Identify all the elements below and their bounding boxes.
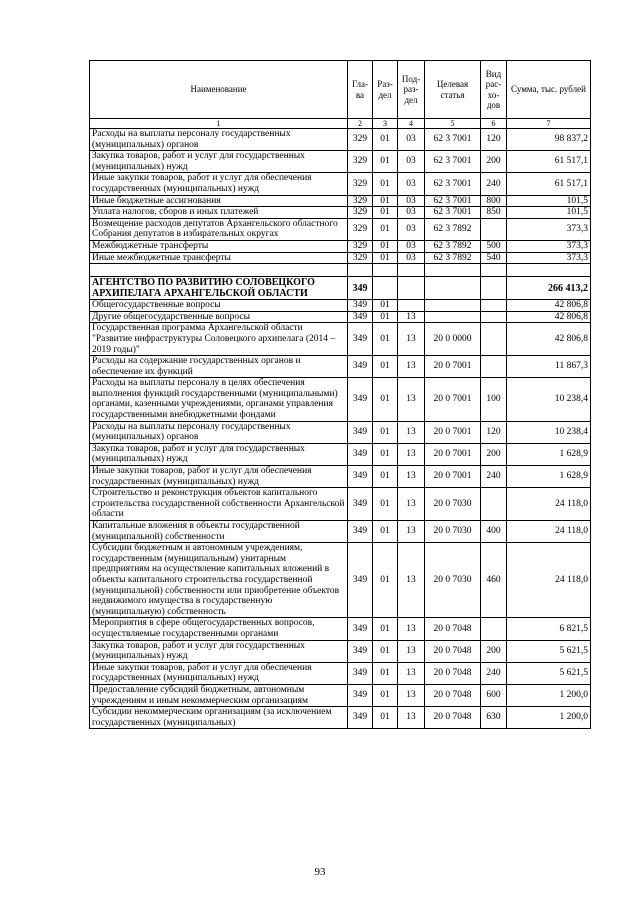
row-razdel: 01 [373,311,398,323]
table-row [90,356,591,378]
row-glava: 349 [348,640,373,662]
row-glava: 349 [348,443,373,465]
header-name: Наименование [90,61,348,119]
budget-table [89,60,591,729]
row-sum: 42 806,8 [507,311,591,323]
row-target: 20 0 7001 [425,356,481,378]
row-vid: 540 [481,252,507,264]
empty-cell [373,264,398,277]
table-row [90,323,591,356]
row-sum: 42 806,8 [507,300,591,312]
row-glava: 349 [348,684,373,706]
row-glava: 329 [348,173,373,195]
row-sum: 10 238,4 [507,378,591,421]
row-sum: 101,5 [507,207,591,219]
row-name: Иные закупки товаров, работ и услуг для обеспечения государственных (муниципальных) нужд [90,466,348,488]
row-target: 20 0 7048 [425,618,481,640]
row-vid: 240 [481,466,507,488]
row-vid: 200 [481,443,507,465]
row-podrazdel: 03 [398,207,425,219]
row-podrazdel: 13 [398,466,425,488]
row-vid: 100 [481,378,507,421]
row-vid: 240 [481,173,507,195]
row-sum: 266 413,2 [507,277,591,300]
row-podrazdel: 13 [398,488,425,521]
row-sum: 61 517,1 [507,151,591,173]
row-sum: 11 867,3 [507,356,591,378]
row-podrazdel [398,300,425,312]
row-glava: 329 [348,207,373,219]
row-name: Расходы на выплаты персоналу в целях обеспечения выполнения функций государственными (муниципальными) органами, казенными учреждениями, органами управления государственными внебюджетными фондами [90,378,348,421]
row-sum: 101,5 [507,195,591,207]
row-name: Расходы на выплаты персоналу государственных (муниципальных) органов [90,129,348,151]
row-glava: 349 [348,277,373,300]
row-vid [481,356,507,378]
row-vid [481,323,507,356]
col-number: 7 [507,119,591,129]
row-name: Государственная программа Архангельской области "Развитие инфраструктуры Соловецкого архипелага (2014 – 2019 годы)" [90,323,348,356]
table-row [90,618,591,640]
row-target [425,311,481,323]
row-name: Другие общегосударственные вопросы [90,311,348,323]
row-name: Мероприятия в сфере общегосударственных вопросов, осуществляемые государственными органами [90,618,348,640]
row-razdel: 01 [373,421,398,443]
header-razdel: Раз-дел [373,61,398,119]
empty-cell [425,264,481,277]
row-sum: 24 118,0 [507,521,591,543]
table-row [90,707,591,729]
row-target: 62 3 7001 [425,207,481,219]
table-row [90,421,591,443]
row-name: Закупка товаров, работ и услуг для государственных (муниципальных) нужд [90,443,348,465]
table-row [90,662,591,684]
row-glava: 349 [348,662,373,684]
row-glava: 349 [348,618,373,640]
row-vid: 630 [481,707,507,729]
row-target: 62 3 7892 [425,252,481,264]
row-target: 20 0 7030 [425,521,481,543]
row-glava: 349 [348,311,373,323]
row-name: Расходы на содержание государственных органов и обеспечение их функций [90,356,348,378]
table-row [90,195,591,207]
row-sum: 5 621,5 [507,640,591,662]
row-name: Строительство и реконструкция объектов капитального строительства государственной собственности Архангельской области [90,488,348,521]
row-target: 20 0 7048 [425,640,481,662]
row-vid: 800 [481,195,507,207]
row-sum: 42 806,8 [507,323,591,356]
row-podrazdel: 03 [398,252,425,264]
row-razdel: 01 [373,207,398,219]
empty-cell [398,264,425,277]
row-sum: 1 628,9 [507,466,591,488]
row-target: 20 0 7001 [425,421,481,443]
row-vid [481,311,507,323]
table-row [90,151,591,173]
row-vid [481,488,507,521]
row-glava: 349 [348,543,373,618]
row-name: Субсидии некоммерческим организациям (за исключением государственных (муниципальных) [90,707,348,729]
row-target: 62 3 7001 [425,129,481,151]
row-razdel: 01 [373,323,398,356]
row-target: 20 0 7030 [425,543,481,618]
row-razdel: 01 [373,300,398,312]
row-podrazdel: 13 [398,662,425,684]
row-target: 20 0 7048 [425,662,481,684]
row-target: 62 3 7892 [425,218,481,240]
row-podrazdel: 03 [398,151,425,173]
row-razdel: 01 [373,684,398,706]
row-podrazdel: 03 [398,240,425,252]
row-target: 20 0 7048 [425,707,481,729]
row-glava: 329 [348,129,373,151]
row-glava: 349 [348,707,373,729]
column-number-row [90,119,591,129]
row-sum: 373,3 [507,218,591,240]
table-row [90,521,591,543]
row-glava: 349 [348,521,373,543]
empty-cell [481,264,507,277]
table-row [90,277,591,300]
row-glava: 349 [348,323,373,356]
table-row [90,311,591,323]
table-row [90,240,591,252]
row-name: Межбюджетные трансферты [90,240,348,252]
row-sum: 24 118,0 [507,488,591,521]
col-number: 6 [481,119,507,129]
row-podrazdel: 13 [398,684,425,706]
row-glava: 349 [348,300,373,312]
row-razdel: 01 [373,252,398,264]
row-sum: 1 200,0 [507,707,591,729]
row-vid: 120 [481,421,507,443]
row-vid: 200 [481,151,507,173]
row-podrazdel: 03 [398,129,425,151]
header-glava: Гла-ва [348,61,373,119]
col-number: 3 [373,119,398,129]
col-number: 4 [398,119,425,129]
col-number: 5 [425,119,481,129]
row-name: Иные бюджетные ассигнования [90,195,348,207]
row-podrazdel: 13 [398,323,425,356]
page-number: 93 [314,866,326,878]
row-glava: 349 [348,421,373,443]
row-target: 62 3 7001 [425,173,481,195]
row-razdel: 01 [373,662,398,684]
row-name: Закупка товаров, работ и услуг для государственных (муниципальных) нужд [90,151,348,173]
table-spacer-row [90,264,591,277]
row-razdel: 01 [373,173,398,195]
row-razdel: 01 [373,195,398,207]
row-target: 20 0 7001 [425,466,481,488]
row-podrazdel: 13 [398,378,425,421]
row-sum: 373,3 [507,252,591,264]
row-target: 62 3 7001 [425,195,481,207]
row-sum: 5 621,5 [507,662,591,684]
row-name: Предоставление субсидий бюджетным, автономным учреждениям и иным некоммерческим организациям [90,684,348,706]
row-podrazdel: 13 [398,618,425,640]
row-vid: 500 [481,240,507,252]
row-glava: 329 [348,240,373,252]
row-razdel: 01 [373,707,398,729]
row-target: 62 3 7892 [425,240,481,252]
row-name: АГЕНТСТВО ПО РАЗВИТИЮ СОЛОВЕЦКОГО АРХИПЕЛАГА АРХАНГЕЛЬСКОЙ ОБЛАСТИ [90,277,348,300]
table-header-row [90,61,591,119]
row-sum: 1 628,9 [507,443,591,465]
row-podrazdel: 13 [398,421,425,443]
header-podrazdel: Под-раз-дел [398,61,425,119]
row-razdel: 01 [373,640,398,662]
row-name: Капитальные вложения в объекты государственной (муниципальной) собственности [90,521,348,543]
row-razdel: 01 [373,543,398,618]
row-podrazdel: 13 [398,543,425,618]
row-sum: 24 118,0 [507,543,591,618]
row-razdel: 01 [373,521,398,543]
row-name: Закупка товаров, работ и услуг для государственных (муниципальных) нужд [90,640,348,662]
col-number: 2 [348,119,373,129]
row-podrazdel: 03 [398,195,425,207]
row-sum: 1 200,0 [507,684,591,706]
row-glava: 349 [348,356,373,378]
row-name: Уплата налогов, сборов и иных платежей [90,207,348,219]
empty-cell [507,264,591,277]
row-glava: 329 [348,218,373,240]
table-row [90,300,591,312]
row-target: 20 0 7001 [425,443,481,465]
row-vid [481,277,507,300]
table-row [90,684,591,706]
row-vid: 120 [481,129,507,151]
row-target: 20 0 7048 [425,684,481,706]
row-podrazdel [398,277,425,300]
row-podrazdel: 13 [398,640,425,662]
table-row [90,378,591,421]
header-vid: Вид рас-хо-дов [481,61,507,119]
row-sum: 61 517,1 [507,173,591,195]
row-razdel: 01 [373,151,398,173]
row-target [425,277,481,300]
row-name: Возмещение расходов депутатов Архангельского областного Собрания депутатов в избирательных округах [90,218,348,240]
row-podrazdel: 03 [398,173,425,195]
row-razdel: 01 [373,129,398,151]
row-vid: 400 [481,521,507,543]
row-glava: 329 [348,151,373,173]
row-sum: 10 238,4 [507,421,591,443]
row-podrazdel: 03 [398,218,425,240]
row-glava: 329 [348,195,373,207]
row-podrazdel: 13 [398,707,425,729]
row-vid [481,618,507,640]
row-vid [481,218,507,240]
row-podrazdel: 13 [398,521,425,543]
row-name: Иные межбюджетные трансферты [90,252,348,264]
row-razdel: 01 [373,356,398,378]
row-vid [481,300,507,312]
row-sum: 98 837,2 [507,129,591,151]
table-row [90,218,591,240]
row-name: Иные закупки товаров, работ и услуг для обеспечения государственных (муниципальных) нужд [90,173,348,195]
header-sum: Сумма, тыс. рублей [507,61,591,119]
row-podrazdel: 13 [398,311,425,323]
row-target: 20 0 7001 [425,378,481,421]
row-glava: 349 [348,488,373,521]
col-number: 1 [90,119,348,129]
table-row [90,207,591,219]
row-name: Расходы на выплаты персоналу государственных (муниципальных) органов [90,421,348,443]
row-vid: 850 [481,207,507,219]
row-podrazdel: 13 [398,356,425,378]
row-sum: 6 821,5 [507,618,591,640]
row-vid: 240 [481,662,507,684]
row-sum: 373,3 [507,240,591,252]
empty-cell [348,264,373,277]
table-row [90,173,591,195]
row-target: 20 0 7030 [425,488,481,521]
row-vid: 460 [481,543,507,618]
row-razdel: 01 [373,240,398,252]
row-razdel: 01 [373,466,398,488]
row-glava: 349 [348,466,373,488]
row-vid: 600 [481,684,507,706]
table-row [90,252,591,264]
table-row [90,129,591,151]
row-vid: 200 [481,640,507,662]
row-razdel: 01 [373,443,398,465]
table-row [90,488,591,521]
row-razdel: 01 [373,378,398,421]
row-razdel: 01 [373,218,398,240]
header-target: Целевая статья [425,61,481,119]
empty-cell [90,264,348,277]
row-target: 20 0 0000 [425,323,481,356]
row-glava: 329 [348,252,373,264]
row-name: Общегосударственные вопросы [90,300,348,312]
row-podrazdel: 13 [398,443,425,465]
row-glava: 349 [348,378,373,421]
row-razdel [373,277,398,300]
row-name: Иные закупки товаров, работ и услуг для обеспечения государственных (муниципальных) нужд [90,662,348,684]
table-row [90,543,591,618]
row-target [425,300,481,312]
row-razdel: 01 [373,488,398,521]
table-row [90,443,591,465]
row-target: 62 3 7001 [425,151,481,173]
table-row [90,640,591,662]
row-razdel: 01 [373,618,398,640]
table-row [90,466,591,488]
row-name: Субсидии бюджетным и автономным учреждениям, государственным (муниципальным) унитарным предприятиям на осуществление капитальных вложений в объекты капитального строительства государственной (муниципальной) собственности или приобретение объектов недвижимого имущества в государственную (муниципальную) собственность [90,543,348,618]
